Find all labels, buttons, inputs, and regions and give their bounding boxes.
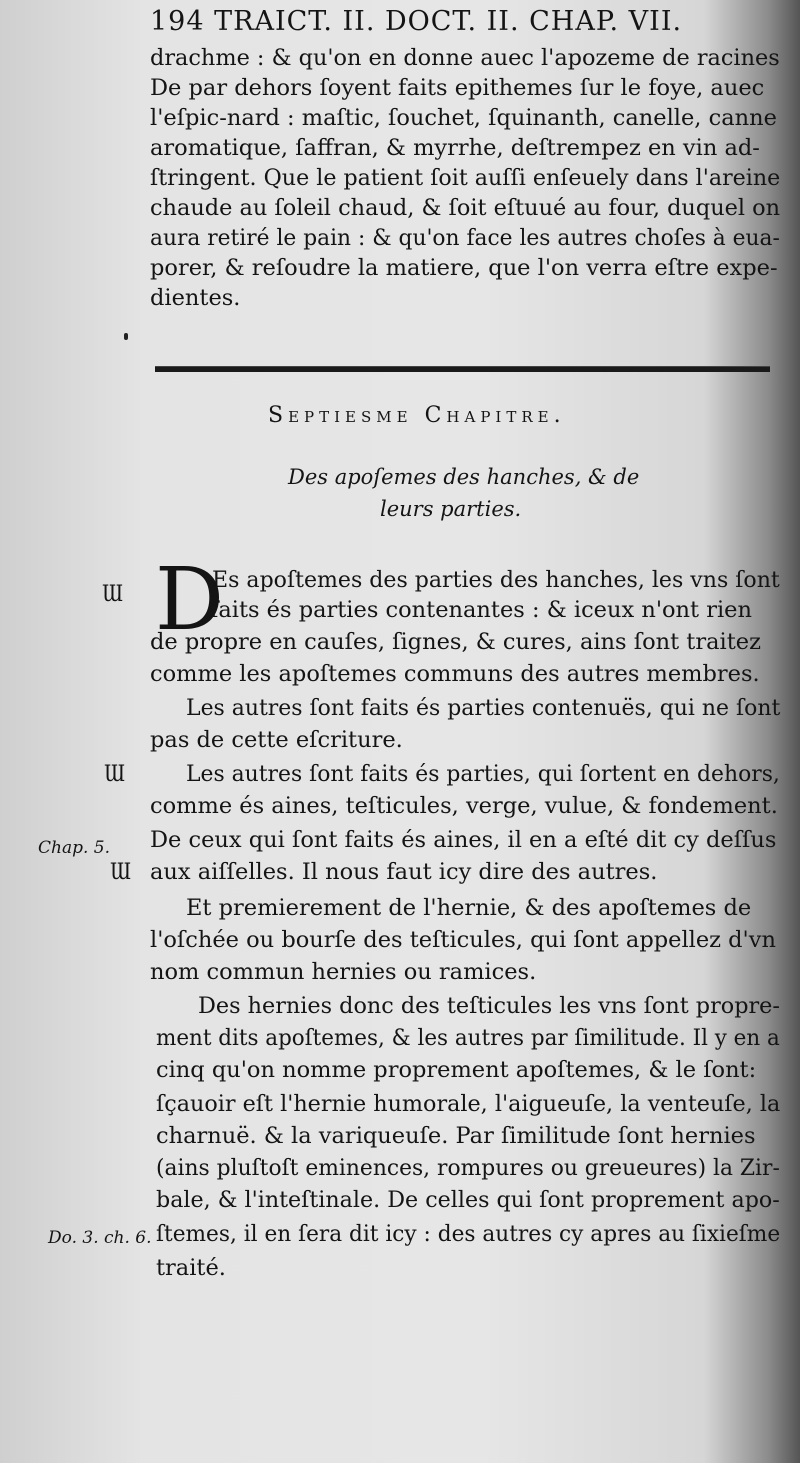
text-line: De ceux qui ſont faits és aines, il en a eſté dit cy deſſus bbox=[150, 827, 777, 853]
paragraph-mark-icon: Ɯ bbox=[110, 860, 131, 885]
text-line: l'eſpic-nard : maſtic, ſouchet, ſquinanth, canelle, canne bbox=[150, 105, 777, 131]
text-line: porer, & reſoudre la matiere, que l'on verra eſtre expe- bbox=[150, 255, 778, 281]
text-line: nom commun hernies ou ramices. bbox=[150, 959, 537, 985]
paragraph-mark-icon: Ɯ bbox=[104, 762, 125, 787]
text-line: pas de cette eſcriture. bbox=[150, 727, 403, 753]
text-line: Les autres ſont faits és parties, qui ſortent en dehors, bbox=[186, 761, 780, 787]
text-line: de propre en cauſes, ſignes, & cures, ains ſont traitez bbox=[150, 629, 761, 655]
text-line: dientes. bbox=[150, 285, 241, 311]
text-line: Es apoſtemes des parties des hanches, les vns ſont bbox=[212, 567, 780, 593]
text-line: drachme : & qu'on en donne auec l'apozeme de racines bbox=[150, 45, 780, 71]
chapter-title: Septiesme Chapitre. bbox=[268, 403, 566, 428]
running-head: 194 TRAICT. II. DOCT. II. CHAP. VII. bbox=[150, 6, 683, 37]
text-line: cinq qu'on nomme proprement apoſtemes, & le ſont: bbox=[156, 1057, 757, 1083]
text-line: Et premierement de l'hernie, & des apoſtemes de bbox=[186, 895, 752, 921]
drop-cap: D bbox=[155, 550, 224, 650]
ink-mark bbox=[124, 333, 128, 340]
text-line: aromatique, ſaffran, & myrrhe, deſtrempez en vin ad- bbox=[150, 135, 760, 161]
text-line: aux aiſſelles. Il nous faut icy dire des autres. bbox=[150, 859, 658, 885]
text-line: Les autres ſont faits és parties contenuës, qui ne ſont bbox=[186, 695, 781, 721]
chapter-divider-rule bbox=[155, 366, 770, 372]
text-line: De par dehors ſoyent faits epithemes ſur le foye, auec bbox=[150, 75, 765, 101]
margin-note-chapter-ref: Chap. 5. bbox=[38, 838, 111, 858]
chapter-subtitle-line-2: leurs parties. bbox=[380, 497, 522, 521]
text-line: (ains pluſtoſt eminences, rompures ou greueures) la Zir- bbox=[156, 1155, 780, 1181]
text-line: comme les apoſtemes communs des autres membres. bbox=[150, 661, 760, 687]
text-line: chaude au ſoleil chaud, & ſoit eſtuué au four, duquel on bbox=[150, 195, 781, 221]
text-line: faits és parties contenantes : & iceux n'ont rien bbox=[210, 597, 752, 623]
paragraph-mark-icon: Ɯ bbox=[102, 582, 123, 607]
text-line: comme és aines, teſticules, verge, vulue, & fondement. bbox=[150, 793, 778, 819]
text-line: ment dits apoſtemes, & les autres par ſimilitude. Il y en a bbox=[156, 1025, 780, 1051]
text-line: ſtringent. Que le patient ſoit auſſi enſeuely dans l'areine bbox=[150, 165, 781, 191]
text-line: Des hernies donc des teſticules les vns ſont propre- bbox=[198, 993, 780, 1019]
text-line: bale, & l'inteſtinale. De celles qui ſont proprement apo- bbox=[156, 1187, 780, 1213]
margin-note-doc-ref: Do. 3. ch. 6. bbox=[48, 1228, 152, 1248]
text-line: traité. bbox=[156, 1255, 226, 1281]
text-line: ſçauoir eſt l'hernie humorale, l'aigueuſe, la venteuſe, la bbox=[156, 1091, 781, 1117]
text-line: ſtemes, il en ſera dit icy : des autres cy apres au ſixieſme bbox=[156, 1221, 781, 1247]
text-line: l'oſchée ou bourſe des teſticules, qui ſont appellez d'vn bbox=[150, 927, 776, 953]
text-line: aura retiré le pain : & qu'on face les autres choſes à eua- bbox=[150, 225, 780, 251]
text-line: charnuë. & la variqueuſe. Par ſimilitude ſont hernies bbox=[156, 1123, 756, 1149]
chapter-subtitle-line-1: Des apoſemes des hanches, & de bbox=[288, 465, 640, 489]
